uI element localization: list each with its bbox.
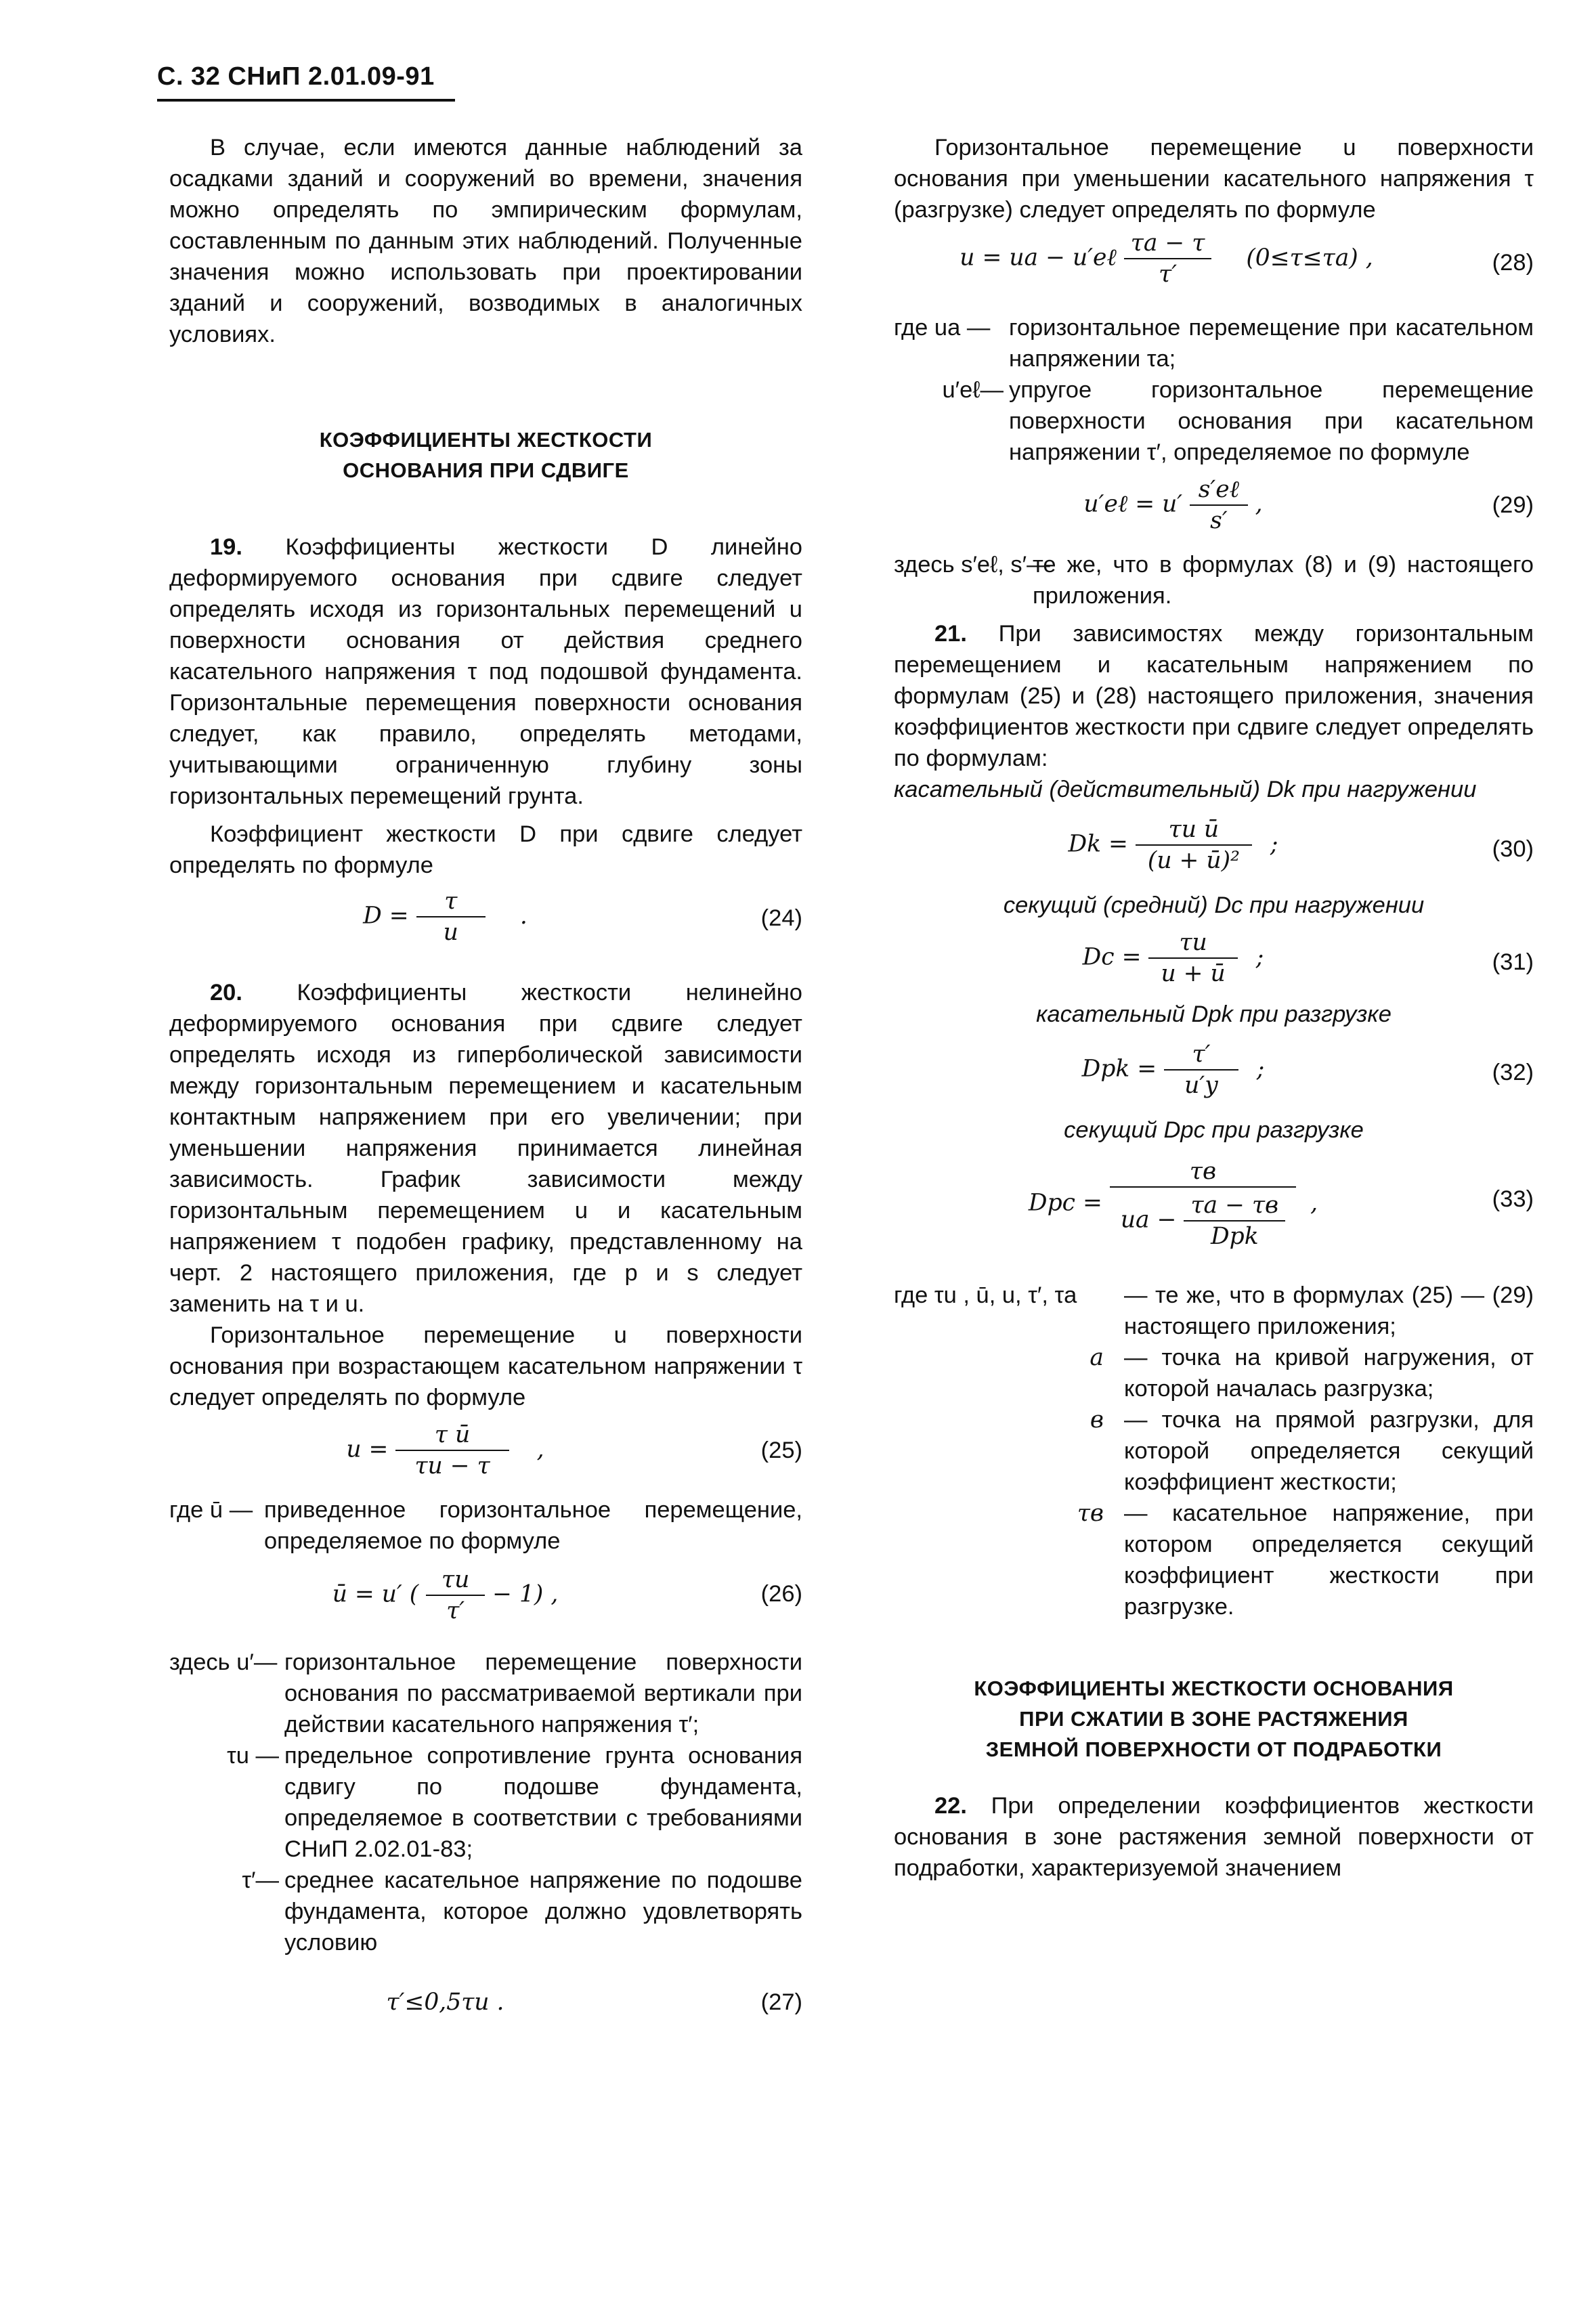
definition-label: где ū — <box>169 1497 253 1523</box>
definitions-28 <box>894 312 1534 468</box>
equation-number: (30) <box>1492 836 1534 862</box>
heading-line: ПРИ СЖАТИИ В ЗОНЕ РАСТЯЖЕНИЯ <box>1019 1707 1408 1731</box>
denominator-lead: ua − <box>1120 1206 1177 1234</box>
definition-item <box>894 1404 1534 1498</box>
definition-text: среднее касательное напряжение по подошве фундамента, которое должно удовлетворять условию <box>284 1867 802 1955</box>
definition-label: τв <box>1077 1500 1104 1527</box>
equation-number: (27) <box>760 1989 802 2015</box>
definitions-33 <box>894 1280 1534 1622</box>
definition-text: — точка на кривой нагружения, от которой началась разгрузка; <box>1124 1345 1534 1402</box>
heading-line: КОЭФФИЦИЕНТЫ ЖЕСТКОСТИ ОСНОВАНИЯ <box>974 1677 1454 1700</box>
paragraph-number: 19. <box>210 534 242 560</box>
equation-number: (24) <box>760 905 802 931</box>
fraction-denominator: (u + ū)² <box>1136 844 1252 876</box>
definition-text: упругое горизонтальное перемещение поверхности основания при касательном напряжении τ′, определяемое по формуле <box>1009 377 1534 465</box>
definition-item <box>169 1740 802 1865</box>
equation-number: (26) <box>760 1581 802 1607</box>
formula-27 <box>169 1972 802 2033</box>
formula-lhs: Dpc = <box>1028 1189 1102 1217</box>
formula-28 <box>894 225 1534 307</box>
nested-denominator: Dpk <box>1184 1220 1285 1251</box>
formula-26 <box>169 1557 802 1641</box>
section-heading-compression <box>894 1673 1534 1765</box>
formula-tail: ; <box>1255 943 1264 971</box>
formula-33 <box>894 1146 1534 1274</box>
formula-32 <box>894 1030 1534 1115</box>
definition-item <box>169 1647 802 1740</box>
definition-text: те же, что в формулах (8) и (9) настоящего приложения. <box>1033 552 1534 609</box>
definition-text: горизонтальное перемещение при касательном напряжении τa; <box>1009 315 1534 372</box>
page-header: С. 32 СНиП 2.01.09-91 <box>157 62 435 91</box>
fraction-denominator: τ′ <box>426 1595 485 1626</box>
paragraph-21 <box>894 618 1534 774</box>
fraction-denominator: s′ <box>1190 504 1248 536</box>
label-secant-loading: секущий (средний) Dc при нагружении <box>1003 892 1425 918</box>
formula-lhs: Dk = <box>1068 830 1128 858</box>
formula-fraction <box>1136 815 1252 876</box>
fraction-numerator: τu ū <box>1168 816 1220 843</box>
formula-fraction <box>416 886 486 947</box>
definition-label: где ua — <box>894 315 991 341</box>
formula-lhs: D = <box>363 902 409 930</box>
label-tangent-unloading: касательный Dpk при разгрузке <box>1036 1001 1392 1027</box>
definition-ubar <box>169 1494 802 1557</box>
equation-number: (32) <box>1492 1060 1534 1085</box>
formula-tail: − 1) , <box>492 1580 559 1608</box>
formula-lhs: Dc = <box>1082 943 1142 971</box>
heading-line: ЗЕМНОЙ ПОВЕРХНОСТИ ОТ ПОДРАБОТКИ <box>985 1737 1442 1761</box>
paragraph-22 <box>894 1790 1534 1884</box>
paragraph-text: При зависимостях между горизонтальным перемещением и касательным напряжением по формулам (25) и (28) настоящего приложения, значения коэффициентов жесткости при сдвиге следует определять по формулам: <box>894 621 1534 771</box>
definition-label: здесь u′— <box>169 1649 278 1675</box>
definition-label: здесь s′eℓ, s′— <box>894 552 1050 578</box>
paragraph-number: 21. <box>934 621 967 647</box>
label-secant-unloading: секущий Dpc при разгрузке <box>1064 1117 1364 1143</box>
fraction-denominator: τ′ <box>1124 258 1212 289</box>
definition-label: u′eℓ— <box>942 377 1004 403</box>
equation-number: (29) <box>1492 492 1534 518</box>
formula-30 <box>894 805 1534 890</box>
equation-number: (33) <box>1492 1186 1534 1212</box>
heading-line: ОСНОВАНИЯ ПРИ СДВИГЕ <box>343 458 629 482</box>
definition-item <box>169 1865 802 1958</box>
left-column <box>169 132 802 2033</box>
formula-lhs: ū = u′ ( <box>332 1580 419 1608</box>
equation-number: (31) <box>1492 949 1534 975</box>
paragraph-19b: Коэффициент жесткости D при сдвиге следует определять по формуле <box>169 821 802 878</box>
definition-item <box>894 312 1534 374</box>
definition-item <box>894 1280 1534 1342</box>
definition-label: в <box>1090 1406 1104 1433</box>
definition-text: горизонтальное перемещение поверхности основания по рассматриваемой вертикали при действии касательного напряжения τ′; <box>284 1649 802 1737</box>
fraction-denominator <box>1110 1186 1296 1251</box>
definition-item <box>894 1342 1534 1404</box>
definition-item <box>894 374 1534 468</box>
fraction-denominator: u + ū <box>1148 957 1237 989</box>
formula-31 <box>894 921 1534 999</box>
fraction-numerator: τ ū <box>434 1421 471 1448</box>
header-rule <box>157 99 455 102</box>
formula-tail: , <box>1255 490 1263 518</box>
definitions-26 <box>169 1647 802 1958</box>
formula-lhs: u′eℓ = u′ <box>1083 490 1183 518</box>
paragraph-number: 22. <box>934 1793 967 1819</box>
definition-text: — точка на прямой разгрузки, для которой определяется секущий коэффициент жесткости; <box>1124 1407 1534 1495</box>
definition-s-el <box>894 549 1534 611</box>
paragraph-20 <box>169 977 802 1320</box>
fraction-numerator: τ <box>444 888 458 915</box>
formula-fraction <box>1124 228 1212 289</box>
formula-25 <box>169 1413 802 1494</box>
nested-numerator: τa − τв <box>1190 1192 1279 1219</box>
formula-fraction <box>426 1565 485 1626</box>
paragraph-unloading: Горизонтальное перемещение u поверхности основания при уменьшении касательного напряжения τ (разгрузке) следует определять по формуле <box>894 135 1534 223</box>
definition-text: приведенное горизонтальное перемещение, определяемое по формуле <box>264 1497 802 1554</box>
formula-fraction <box>1110 1156 1296 1251</box>
formula-condition: (0≤τ≤τa) , <box>1246 244 1373 272</box>
section-heading-shear <box>169 425 802 485</box>
formula-29 <box>894 468 1534 549</box>
fraction-denominator: u′y <box>1164 1069 1238 1100</box>
formula-fraction <box>1164 1039 1238 1100</box>
formula-tail: , <box>536 1435 544 1463</box>
formula-tail: . <box>519 902 527 930</box>
definition-text: — касательное напряжение, при котором определяется секущий коэффициент жесткости при разгрузке. <box>1124 1500 1534 1620</box>
paragraph-20b: Горизонтальное перемещение u поверхности основания при возрастающем касательном напряжении τ следует определять по формуле <box>169 1322 802 1410</box>
formula-tail: , <box>1310 1189 1318 1217</box>
fraction-denominator: τu − τ <box>395 1450 509 1481</box>
fraction-numerator: τu <box>441 1566 470 1593</box>
definition-text: — те же, что в формулах (25) — (29) настоящего приложения; <box>1124 1282 1534 1339</box>
fraction-numerator: τu <box>1179 929 1207 956</box>
definition-label: τu — <box>227 1743 279 1769</box>
formula-lhs: u = ua − u′eℓ <box>959 244 1117 272</box>
intro-paragraph: В случае, если имеются данные наблюдений за осадками зданий и сооружений во времени, значения можно определять по эмпирическим формулам, составленным по данным этих наблюдений. Полученные значения можно использовать при проектировании зданий и сооружений, возводимых в аналогичных условиях. <box>169 135 802 347</box>
formula-24 <box>169 881 802 962</box>
fraction-denominator: u <box>416 916 486 947</box>
definition-label: τ′— <box>242 1867 279 1893</box>
right-column <box>894 132 1534 1884</box>
equation-number: (25) <box>760 1437 802 1463</box>
equation-number: (28) <box>1492 250 1534 276</box>
paragraph-text: Коэффициенты жесткости нелинейно деформируемого основания при сдвиге следует определять исходя из гиперболической зависимости между горизонтальным перемещением и касательным контактным напряжением при его увеличении; при уменьшении напряжения принимается линейная зависимость. График зависимости между горизонтальным перемещением u и касательным напряжением τ подобен графику, представленному на черт. 2 настоящего приложения, где p и s следует заменить на τ и u. <box>169 980 802 1317</box>
definition-text: предельное сопротивление грунта основания сдвигу по подошве фундамента, определяемое в соответствии с требованиями СНиП 2.02.01-83; <box>284 1743 802 1862</box>
fraction-numerator: τ′ <box>1192 1041 1211 1068</box>
fraction-numerator: τa − τ <box>1130 230 1205 257</box>
fraction-numerator: τв <box>1189 1158 1217 1185</box>
formula-lhs: u = <box>346 1435 389 1463</box>
label-tangent-loading: касательный (действительный) Dk при нагружении <box>894 777 1477 802</box>
definition-label: a <box>1090 1344 1104 1371</box>
definition-label: где τu , ū, u, τ′, τa <box>894 1282 1077 1308</box>
paragraph-19 <box>169 532 802 812</box>
paragraph-text: Коэффициенты жесткости D линейно деформируемого основания при сдвиге следует определять исходя из горизонтальных перемещений u поверхности основания от действия среднего касательного напряжения τ под подошвой фундамента. Горизонтальные перемещения поверхности основания следует, как правило, определять методами, учитывающими ограниченную глубину зоны горизонтальных перемещений грунта. <box>169 534 802 809</box>
formula-fraction <box>1190 475 1248 536</box>
formula-lhs: Dpk = <box>1081 1055 1157 1083</box>
fraction-numerator: s′eℓ <box>1198 476 1240 503</box>
heading-line: КОЭФФИЦИЕНТЫ ЖЕСТКОСТИ <box>319 428 653 452</box>
paragraph-number: 20. <box>210 980 242 1006</box>
formula-tail: ; <box>1256 1055 1265 1083</box>
definition-item <box>894 1498 1534 1622</box>
paragraph-text: При определении коэффициентов жесткости основания в зоне растяжения земной поверхности от подработки, характеризуемой значением <box>894 1793 1534 1881</box>
formula-fraction <box>1148 928 1237 989</box>
formula-expression: τ′≤0,5τu . <box>386 1989 504 2016</box>
nested-fraction <box>1184 1190 1285 1251</box>
formula-tail: ; <box>1270 830 1278 858</box>
formula-fraction <box>395 1420 509 1481</box>
